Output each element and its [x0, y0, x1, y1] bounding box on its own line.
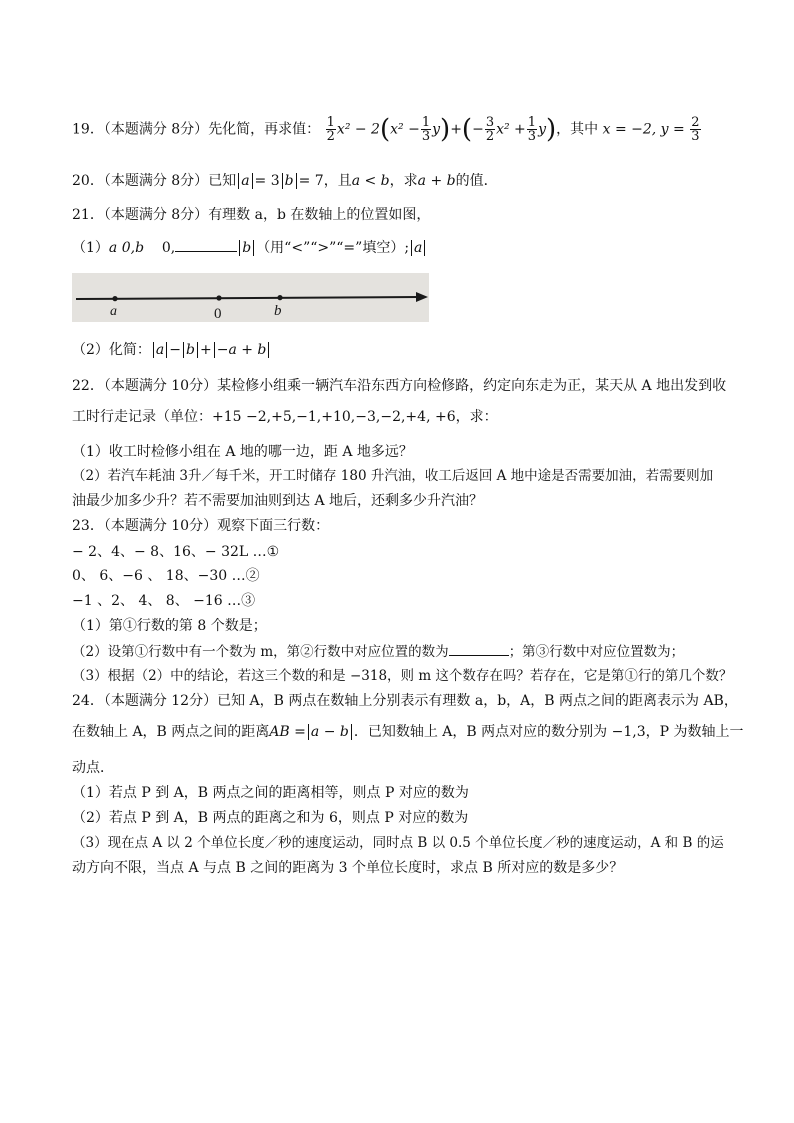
q21-p2-minus: − — [169, 342, 182, 358]
question-23 — [72, 517, 732, 535]
q21-p1-a: a 0,b — [108, 240, 145, 256]
q20-text-a: 已知 — [208, 173, 237, 189]
q20-text-c: ，求 — [389, 173, 418, 189]
q22-score: （本题满分 10分） — [103, 378, 218, 394]
point-b — [277, 295, 282, 300]
q22-part-2a: （2）若汽车耗油 3升／每千米，开工时储存 180 升汽油，收工后返回 A 地中途是否需要加油，若需要则加 — [72, 468, 714, 484]
label-b: b — [274, 303, 282, 319]
q23-intro: 观察下面三行数： — [217, 518, 330, 534]
q24-text-3: 动点． — [72, 760, 114, 776]
q21-part-1 — [72, 238, 732, 257]
q22-text-1: 某检修小组乘一辆汽车沿东西方向检修路，约定向东走为正，某天从 A 地出发到收 — [217, 378, 727, 394]
q21-p2-prefix: （2）化简： — [72, 342, 151, 358]
q24-ab-eq: AB = — [269, 724, 306, 740]
q21-part-2 — [72, 341, 732, 359]
answer-blank[interactable] — [449, 642, 509, 656]
q19-plus: + — [450, 121, 462, 138]
fraction-three-halves: $\frac{3}{2}$ — [485, 115, 495, 144]
q21-score: （本题满分 8分） — [103, 207, 209, 223]
label-zero: 0 — [214, 306, 222, 322]
q19-term1: x² − 2 — [336, 121, 380, 138]
question-20 — [72, 172, 732, 190]
q21-p1-b: 0, — [161, 240, 176, 256]
q23-row-3: −1 、2、 4、 8、 −16 …③ — [72, 593, 256, 609]
fraction-one-third: $\frac{1}{3}$ — [421, 115, 431, 144]
point-zero — [216, 295, 221, 300]
q24-part-2: （2）若点 P 到 A，B 两点的距离之和为 6，则点 P 对应的数为 — [72, 810, 469, 826]
q19-condition: x = −2, y = — [602, 121, 685, 138]
question-21 — [72, 206, 732, 224]
q24-text-2a: 在数轴上 A，B 两点之间的距离 — [72, 724, 270, 740]
q20-score: （本题满分 8分） — [103, 173, 209, 189]
label-a: a — [110, 304, 117, 319]
q19-inner2b: x² + — [496, 121, 526, 138]
fraction-one-half: $\frac{1}{2}$ — [326, 115, 335, 144]
q23-number: 23． — [72, 518, 104, 534]
q23-part-3: （3）根据（2）中的结论，若这三个数的和是 −318，则 m 这个数存在吗？若存在，它是第①行的第几个数？ — [72, 668, 733, 684]
abs-neg-a-plus-b: −a + b — [214, 342, 270, 358]
q19-y2: y — [538, 121, 546, 138]
q24-score: （本题满分 12分） — [103, 693, 218, 709]
fraction-two-thirds: $\frac{2}{3}$ — [691, 115, 700, 144]
q19-inner1a: x² − — [390, 121, 420, 138]
q19-neg: − — [472, 121, 484, 138]
q23-p2b: ；第③行数中对应位置数为； — [508, 644, 685, 660]
q21-p1-hint: （用“<”“>”“=”填空）; — [256, 240, 410, 256]
q23-part-2 — [72, 642, 732, 661]
q21-intro: 有理数 a，b 在数轴上的位置如图， — [208, 207, 431, 223]
abs-a: a — [411, 240, 425, 256]
q19-tail: ，其中 — [556, 121, 599, 138]
q23-row-2: 0、 6、−6 、 18、−30 …② — [72, 568, 260, 584]
q20-text-d: 的值． — [455, 173, 498, 189]
q19-y: y — [432, 121, 441, 138]
left-paren: ( — [461, 114, 473, 145]
question-24 — [72, 692, 738, 710]
q21-number: 21． — [72, 207, 104, 223]
q24-part-3b: 动方向不限，当点 A 与点 B 之间的距离为 3 个单位长度时，求点 B 所对应的数是多少？ — [72, 860, 624, 876]
abs-b: b — [183, 342, 198, 358]
q23-p2a: （2）设第①行数中有一个数为 m，第②行数中对应位置的数为 — [72, 644, 449, 660]
q22-part-2b: 油最少加多少升？若不需要加油则到达 A 地后，还剩多少升汽油？ — [72, 493, 484, 509]
q23-row-1: − 2、4、− 8、16、− 32L …① — [72, 544, 280, 560]
q19-number: 19． — [72, 121, 104, 138]
right-paren: ) — [440, 114, 451, 145]
q24-text-2c: ．已知数轴上 A，B 两点对应的数分别为 −1,3，P 为数轴上一 — [353, 724, 744, 740]
left-paren: ( — [379, 114, 391, 145]
point-a — [112, 296, 117, 301]
q22-part-1: （1）收工时检修小组在 A 地的哪一边，距 A 地多远？ — [72, 444, 413, 460]
q24-text-2 — [72, 723, 744, 741]
q20-expr: a + b — [417, 173, 456, 189]
abs-b: b — [282, 173, 297, 189]
q20-text-b: = 7，且 — [298, 173, 352, 189]
q19-score: （本题满分 8分） — [103, 121, 209, 138]
q23-score: （本题满分 10分） — [103, 518, 218, 534]
q24-number: 24． — [72, 693, 104, 709]
q22-text-2: 工时行走记录（单位：+15 −2,+5,−1,+10,−3,−2,+4, +6，求： — [72, 409, 498, 425]
answer-blank[interactable] — [175, 238, 237, 252]
q24-text-1: 已知 A，B 两点在数轴上分别表示有理数 a，b，A，B 两点之间的距离表示为 AB， — [217, 693, 738, 709]
q20-number: 20． — [72, 173, 104, 189]
question-22 — [72, 377, 732, 395]
abs-a: a — [238, 173, 252, 189]
q23-part-1: （1）第①行数的第 8 个数是； — [72, 618, 267, 634]
abs-b: b — [239, 240, 254, 256]
fraction-one-third-2: $\frac{1}{3}$ — [527, 115, 537, 144]
q21-p1-prefix: （1） — [72, 240, 109, 256]
number-line-figure — [72, 273, 429, 322]
abs-a: a — [153, 342, 167, 358]
q20-condition: a < b — [351, 173, 390, 189]
q19-intro: 先化简，再求值： — [208, 121, 321, 138]
q24-part-3a: （3）现在点 A 以 2 个单位长度／秒的速度运动，同时点 B 以 0.5 个单位长度／秒的速度运动，A 和 B 的运 — [72, 835, 724, 851]
q22-number: 22． — [72, 378, 104, 394]
abs-a-minus-b: a − b — [308, 724, 352, 740]
q20-eq: = 3 — [254, 173, 280, 189]
q21-p2-plus: + — [199, 342, 212, 358]
right-paren: ) — [546, 114, 557, 145]
question-19 — [72, 116, 732, 143]
q24-part-1: （1）若点 P 到 A，B 两点之间的距离相等，则点 P 对应的数为 — [72, 785, 469, 801]
